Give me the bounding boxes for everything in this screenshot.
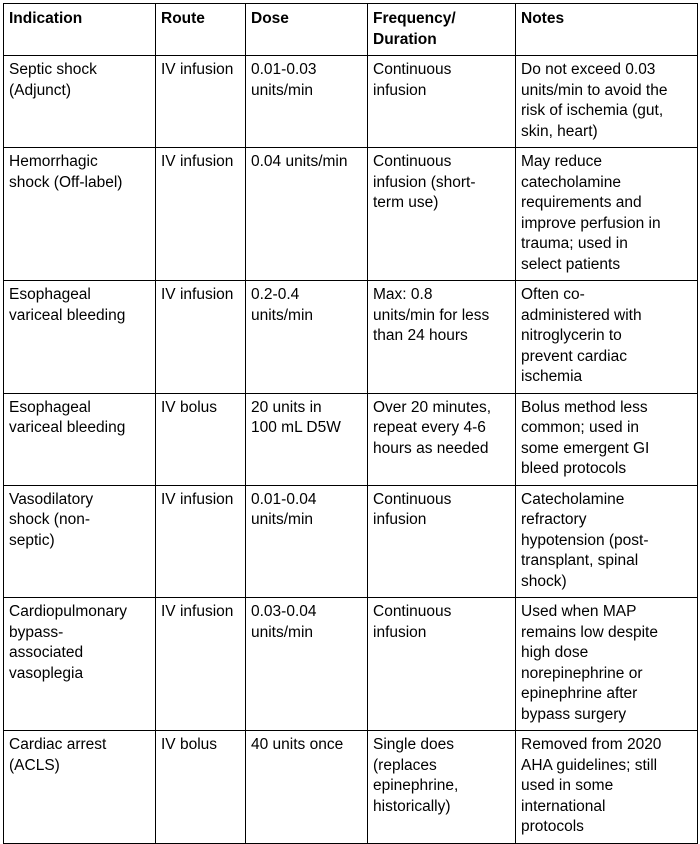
table-row bbox=[4, 56, 698, 148]
cell-indication: Vasodilatory shock (non- septic) bbox=[4, 485, 156, 598]
cell-frequency: Continuous infusion bbox=[368, 485, 516, 598]
cell-route: IV infusion bbox=[156, 148, 246, 281]
cell-indication: Esophageal variceal bleeding bbox=[4, 281, 156, 394]
cell-indication: Hemorrhagic shock (Off-label) bbox=[4, 148, 156, 281]
table-row bbox=[4, 393, 698, 485]
cell-notes: Often co- administered with nitroglycerin to prevent cardiac ischemia bbox=[516, 281, 698, 394]
cell-dose: 40 units once bbox=[246, 731, 368, 844]
table-row bbox=[4, 598, 698, 731]
header-notes: Notes bbox=[516, 4, 698, 56]
cell-indication: Esophageal variceal bleeding bbox=[4, 393, 156, 485]
cell-route: IV bolus bbox=[156, 393, 246, 485]
cell-route: IV infusion bbox=[156, 56, 246, 148]
cell-route: IV bolus bbox=[156, 731, 246, 844]
cell-frequency: Continuous infusion (short- term use) bbox=[368, 148, 516, 281]
cell-notes: Bolus method less common; used in some emergent GI bleed protocols bbox=[516, 393, 698, 485]
cell-dose: 0.03-0.04 units/min bbox=[246, 598, 368, 731]
header-indication: Indication bbox=[4, 4, 156, 56]
cell-notes: Catecholamine refractory hypotension (post- transplant, spinal shock) bbox=[516, 485, 698, 598]
cell-frequency: Over 20 minutes, repeat every 4-6 hours as needed bbox=[368, 393, 516, 485]
cell-route: IV infusion bbox=[156, 598, 246, 731]
cell-frequency: Single does (replaces epinephrine, historically) bbox=[368, 731, 516, 844]
header-frequency-duration: Frequency/ Duration bbox=[368, 4, 516, 56]
header-dose: Dose bbox=[246, 4, 368, 56]
table-row bbox=[4, 148, 698, 281]
cell-frequency: Max: 0.8 units/min for less than 24 hours bbox=[368, 281, 516, 394]
dosing-table bbox=[3, 3, 698, 844]
table-row bbox=[4, 485, 698, 598]
cell-indication: Cardiopulmonary bypass- associated vasoplegia bbox=[4, 598, 156, 731]
cell-frequency: Continuous infusion bbox=[368, 598, 516, 731]
table-row bbox=[4, 731, 698, 844]
cell-route: IV infusion bbox=[156, 281, 246, 394]
cell-dose: 0.01-0.03 units/min bbox=[246, 56, 368, 148]
header-row bbox=[4, 4, 698, 56]
cell-route: IV infusion bbox=[156, 485, 246, 598]
cell-notes: Removed from 2020 AHA guidelines; still used in some international protocols bbox=[516, 731, 698, 844]
cell-notes: Do not exceed 0.03 units/min to avoid the risk of ischemia (gut, skin, heart) bbox=[516, 56, 698, 148]
cell-notes: May reduce catecholamine requirements and improve perfusion in trauma; used in select patients bbox=[516, 148, 698, 281]
cell-notes: Used when MAP remains low despite high dose norepinephrine or epinephrine after bypass surgery bbox=[516, 598, 698, 731]
header-route: Route bbox=[156, 4, 246, 56]
cell-dose: 0.2-0.4 units/min bbox=[246, 281, 368, 394]
cell-indication: Septic shock (Adjunct) bbox=[4, 56, 156, 148]
cell-indication: Cardiac arrest (ACLS) bbox=[4, 731, 156, 844]
table-row bbox=[4, 281, 698, 394]
cell-frequency: Continuous infusion bbox=[368, 56, 516, 148]
cell-dose: 0.01-0.04 units/min bbox=[246, 485, 368, 598]
cell-dose: 0.04 units/min bbox=[246, 148, 368, 281]
cell-dose: 20 units in 100 mL D5W bbox=[246, 393, 368, 485]
